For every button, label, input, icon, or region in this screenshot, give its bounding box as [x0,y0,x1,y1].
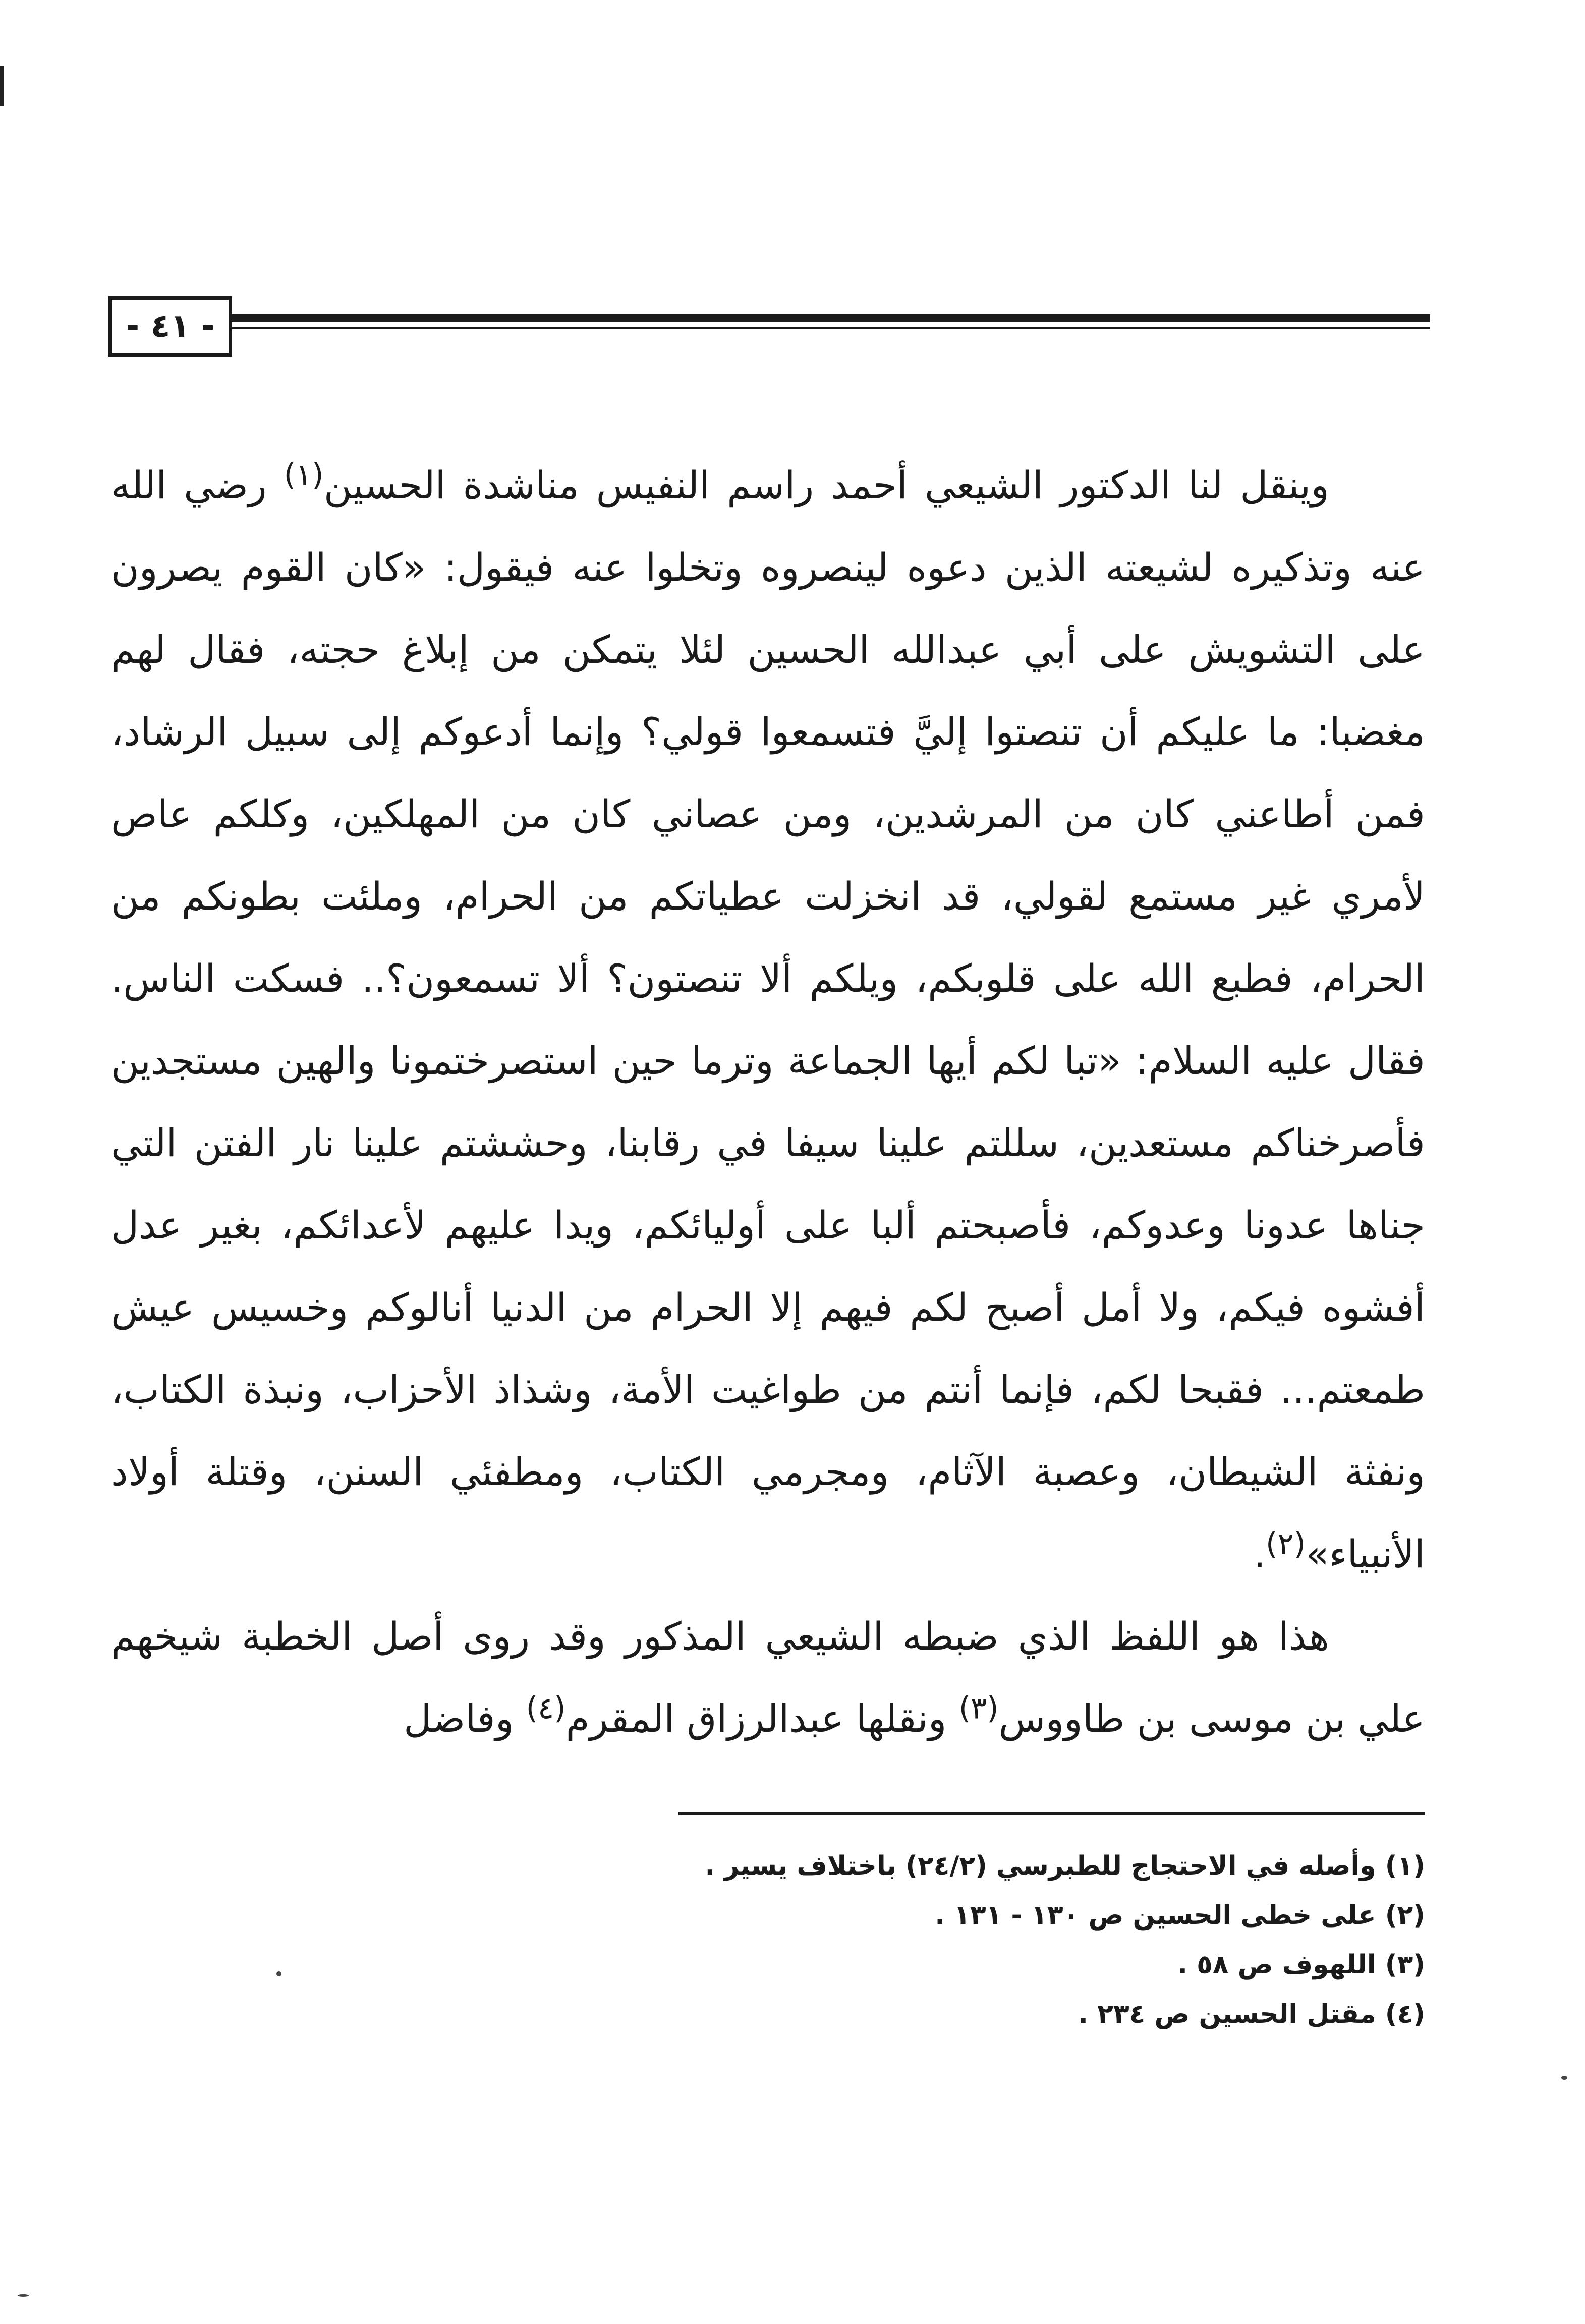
footnote-reference: (٢) [1266,1526,1306,1562]
footnote-reference: (٤) [526,1690,566,1726]
footnote: (٣) اللهوف ص ٥٨ . [1177,1950,1425,1980]
body-paragraph [111,444,1425,1595]
footnote-reference: (٣) [958,1690,999,1726]
footnotes [504,1841,1425,2039]
body-paragraph [111,1595,1425,1760]
text-run: ونقلها عبدالرزاق المقرم [565,1696,959,1741]
main-text [111,444,1425,1760]
page-header [108,285,1430,366]
footnote-separator [678,1812,1425,1815]
text-run: هذا هو اللفظ الذي ضبطه الشيعي المذكور وقد روى أصل الخطبة شيخهم علي بن موسى بن طاووس [111,1614,1425,1741]
header-rule [232,314,1430,322]
footnote: (٤) مقتل الحسين ص ٢٣٤ . [1078,1999,1425,2029]
scan-speck [1561,2076,1567,2080]
text-run: وفاضل [404,1696,526,1741]
page-number: - ٤١ - [108,296,232,357]
footnote: (١) وأصله في الاحتجاج للطبرسي (٢٤/٢) باختلاف يسير . [705,1851,1425,1881]
footnote-reference: (١) [284,457,324,493]
header-rule-thin [232,327,1430,329]
scan-edge-mark [0,66,4,106]
footnote: (٢) على خطى الحسين ص ١٣٠ - ١٣١ . [935,1900,1425,1931]
text-run: وينقل لنا الدكتور الشيعي أحمد راسم النفيس مناشدة الحسين [323,463,1330,507]
scan-speck [18,2294,29,2297]
text-run: . [1253,1532,1266,1576]
text-run: رضي الله عنه وتذكيره لشيعته الذين دعوه لينصروه وتخلوا عنه فيقول: «كان القوم يصرون على التشويش على أبي عبدالله الحسين لئلا يتمكن من إبلاغ حجته، فقال لهم مغضبا: ما عليكم أن تنصتوا إليَّ فتسمعوا قولي؟ وإنما أدعوكم إلى سبيل الرشاد، فمن أطاعني كان من المرشدين، ومن عصاني كان من المهلكين، وكلكم عاص لأمري غير مستمع لقولي، قد انخزلت عطياتكم من الحرام، وملئت بطونكم من الحرام، فطبع الله على قلوبكم، ويلكم ألا تنصتون؟ ألا تسمعون؟.. فسكت الناس. فقال عليه السلام: «تبا لكم أيها الجماعة وترما حين استصرختمونا والهين مستجدين فأصرخناكم مستعدين، سللتم علينا سيفا في رقابنا، وحششتم علينا نار الفتن التي جناها عدونا وعدوكم، فأصبحتم ألبا على أوليائكم، ويدا عليهم لأعدائكم، بغير عدل أفشوه فيكم، ولا أمل أصبح لكم فيهم إلا الحرام من الدنيا أنالوكم وخسيس عيش طمعتم... فقبحا لكم، فإنما أنتم من طواغيت الأمة، وشذاذ الأحزاب، ونبذة الكتاب، ونفثة الشيطان، وعصبة الآثام، ومجرمي الكتاب، ومطفئي السنن، وقتلة أولاد الأنبياء» [111,463,1425,1576]
scan-speck [276,1971,281,1976]
